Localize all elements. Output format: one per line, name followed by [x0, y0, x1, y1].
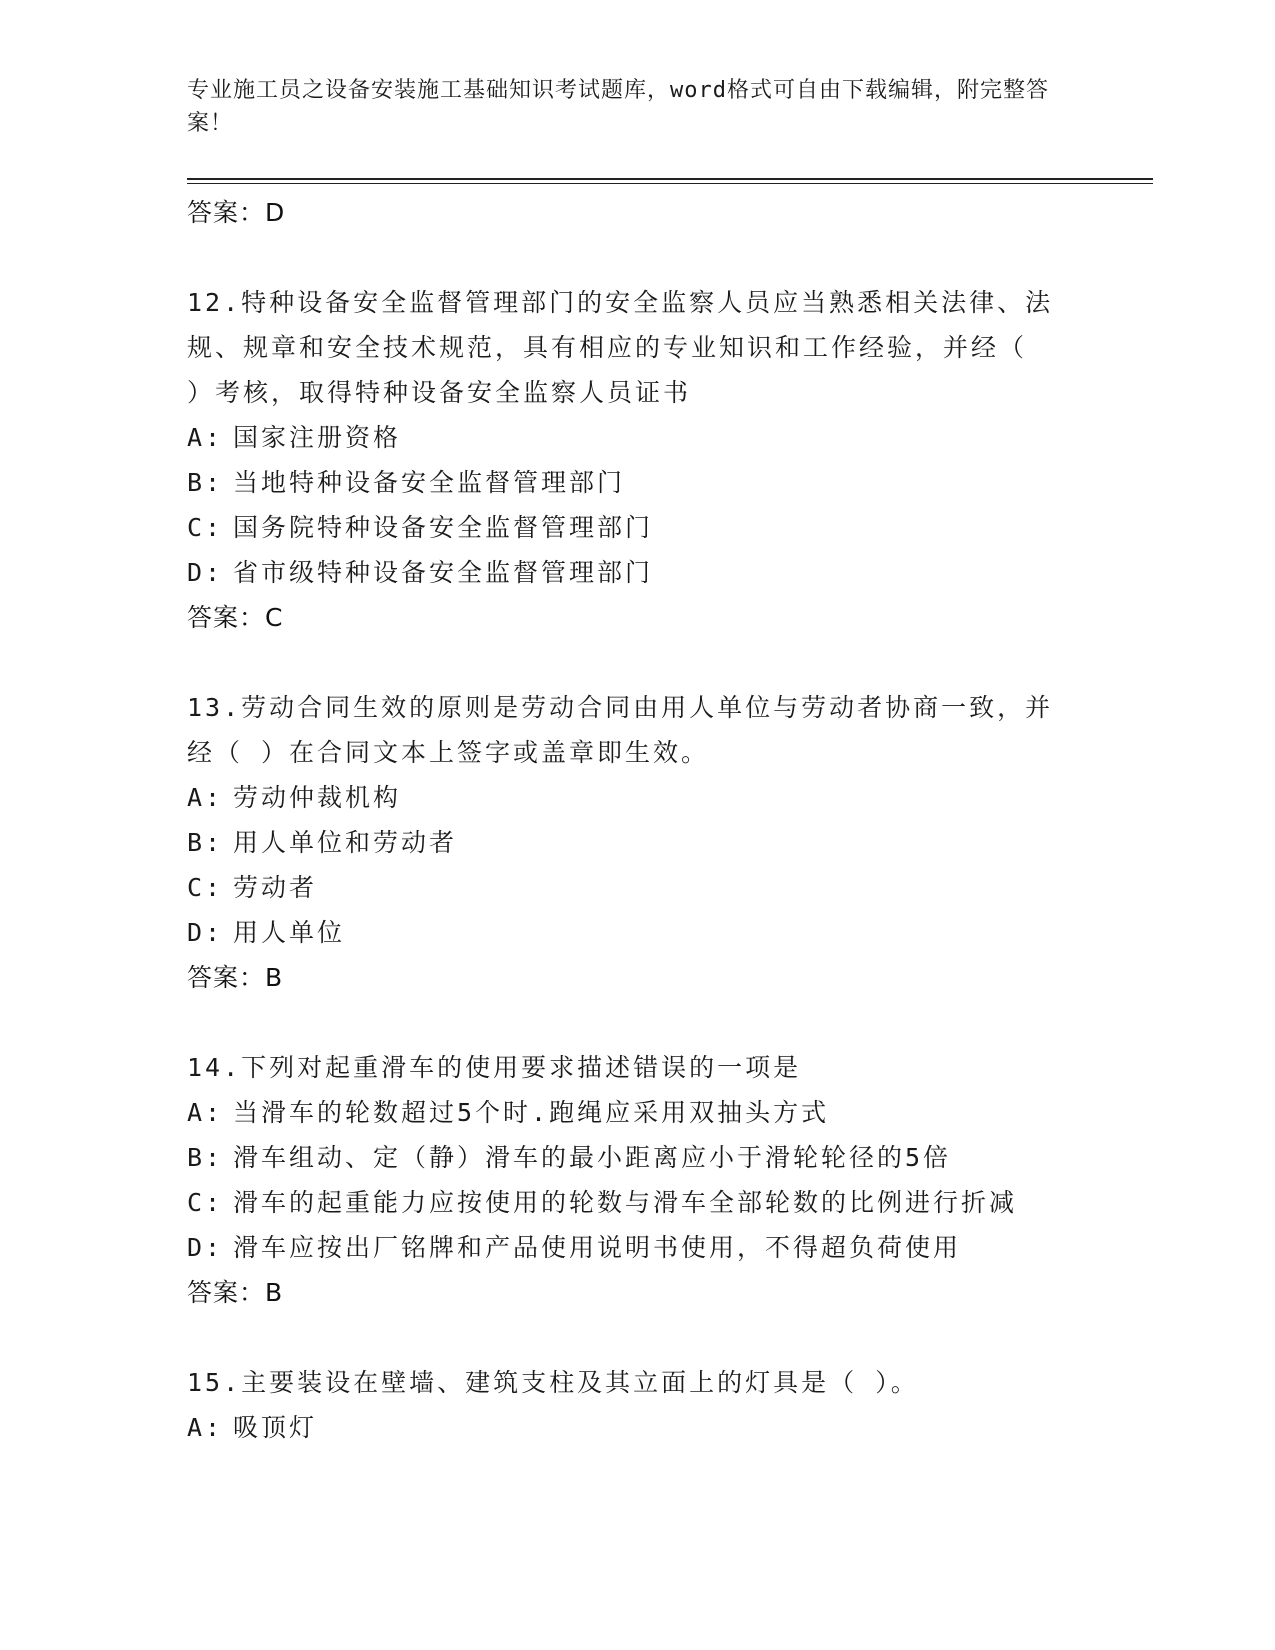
option-c: [187, 1180, 1087, 1225]
option-text: 当滑车的轮数超过5个时.跑绳应采用双抽头方式: [233, 1098, 830, 1127]
question-14: [187, 1045, 1087, 1316]
option-key: B:: [187, 828, 224, 857]
page-header: 专业施工员之设备安装施工基础知识考试题库，word格式可自由下载编辑，附完整答案！: [187, 78, 1049, 136]
answer-line: 答案：B: [187, 1278, 284, 1307]
option-text: 用人单位和劳动者: [233, 828, 458, 857]
question-stem: [187, 1360, 1087, 1405]
option-key: D:: [187, 558, 224, 587]
option-key: C:: [187, 1188, 224, 1217]
option-text: 劳动仲裁机构: [233, 783, 402, 812]
header-divider-thick: [187, 178, 1153, 180]
option-text: 劳动者: [233, 873, 318, 902]
stem-line: 15.主要装设在壁墙、建筑支柱及其立面上的灯具是（ ）。: [187, 1368, 919, 1397]
answer-line: 答案：D: [187, 198, 286, 227]
question-stem: [187, 1045, 1087, 1090]
question-stem: [187, 685, 1087, 775]
option-key: A:: [187, 423, 224, 452]
option-key: B:: [187, 468, 224, 497]
question-stem: [187, 280, 1087, 415]
option-text: 省市级特种设备安全监督管理部门: [233, 558, 654, 587]
option-a: [187, 1090, 1087, 1135]
option-d: [187, 550, 1087, 595]
option-key: A:: [187, 783, 224, 812]
option-text: 吸顶灯: [233, 1413, 318, 1442]
option-text: 当地特种设备安全监督管理部门: [233, 468, 626, 497]
question-12: [187, 280, 1087, 641]
option-key: A:: [187, 1098, 224, 1127]
option-text: 国家注册资格: [233, 423, 402, 452]
option-text: 滑车应按出厂铭牌和产品使用说明书使用，不得超负荷使用: [233, 1233, 962, 1262]
stem-line: ）考核，取得特种设备安全监察人员证书: [187, 378, 692, 407]
option-b: [187, 1135, 1087, 1180]
answer-line: 答案：C: [187, 603, 284, 632]
option-c: [187, 505, 1087, 550]
stem-line: 14.下列对起重滑车的使用要求描述错误的一项是: [187, 1053, 802, 1082]
option-d: [187, 1225, 1087, 1270]
answer-line: 答案：B: [187, 963, 284, 992]
option-key: A:: [187, 1413, 224, 1442]
option-text: 滑车的起重能力应按使用的轮数与滑车全部轮数的比例进行折减: [233, 1188, 1018, 1217]
question-15: [187, 1360, 1087, 1450]
option-b: [187, 460, 1087, 505]
option-text: 国务院特种设备安全监督管理部门: [233, 513, 654, 542]
option-c: [187, 865, 1087, 910]
option-b: [187, 820, 1087, 865]
option-d: [187, 910, 1087, 955]
question-13: [187, 685, 1087, 1001]
option-key: B:: [187, 1143, 224, 1172]
question-list: [187, 190, 1087, 1450]
option-key: C:: [187, 513, 224, 542]
option-key: D:: [187, 1233, 224, 1262]
stem-line: 经（ ）在合同文本上签字或盖章即生效。: [187, 738, 710, 767]
option-text: 滑车组动、定（静）滑车的最小距离应小于滑轮轮径的5倍: [233, 1143, 952, 1172]
option-a: [187, 1405, 1087, 1450]
header-divider-thin: [187, 183, 1153, 184]
option-a: [187, 775, 1087, 820]
stem-line: 12.特种设备安全监督管理部门的安全监察人员应当熟悉相关法律、法: [187, 288, 1054, 317]
option-key: D:: [187, 918, 224, 947]
stem-line: 规、规章和安全技术规范，具有相应的专业知识和工作经验，并经（: [187, 333, 1028, 362]
option-text: 用人单位: [233, 918, 346, 947]
option-a: [187, 415, 1087, 460]
stem-line: 13.劳动合同生效的原则是劳动合同由用人单位与劳动者协商一致，并: [187, 693, 1054, 722]
option-key: C:: [187, 873, 224, 902]
